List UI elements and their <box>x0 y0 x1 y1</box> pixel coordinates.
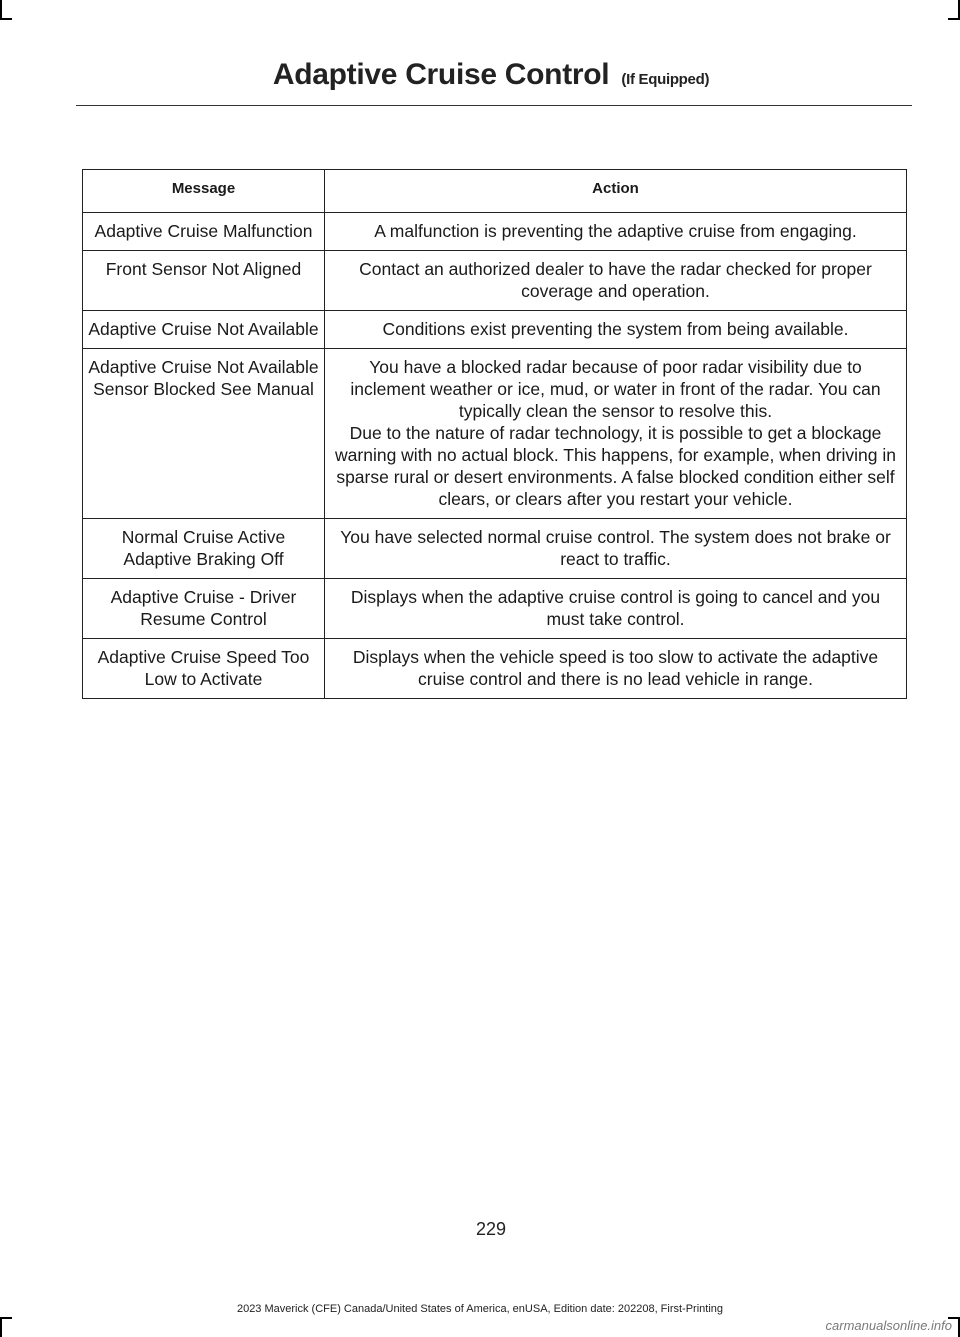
action-paragraph: A malfunction is preventing the adaptive cruise from engaging. <box>374 221 857 241</box>
table-row <box>83 579 907 639</box>
table-row <box>83 251 907 311</box>
message-cell: Adaptive Cruise Speed Too Low to Activate <box>83 639 325 699</box>
message-cell: Adaptive Cruise Not Available <box>83 311 325 349</box>
column-header-message: Message <box>83 170 325 213</box>
action-cell <box>325 251 907 311</box>
message-cell: Adaptive Cruise Not Available Sensor Blocked See Manual <box>83 349 325 519</box>
action-cell <box>325 519 907 579</box>
message-cell: Adaptive Cruise Malfunction <box>83 213 325 251</box>
action-paragraph: You have a blocked radar because of poor radar visibility due to inclement weather or ice, mud, or water in front of the radar. You can typically clean the sensor to resolve this. <box>350 357 881 421</box>
message-cell: Front Sensor Not Aligned <box>83 251 325 311</box>
action-paragraph: You have selected normal cruise control. The system does not brake or react to traffic. <box>340 527 891 569</box>
action-paragraph: Due to the nature of radar technology, it is possible to get a blockage warning with no actual block. This happens, for example, when driving in sparse rural or desert environments. A false blocked condition either self clears, or clears after you restart your vehicle. <box>335 423 896 509</box>
action-paragraph: Contact an authorized dealer to have the radar checked for proper coverage and operation. <box>359 259 872 301</box>
table-row <box>83 639 907 699</box>
crop-mark <box>0 0 2 18</box>
action-cell <box>325 639 907 699</box>
action-paragraph: Displays when the adaptive cruise control is going to cancel and you must take control. <box>350 587 881 629</box>
table-row <box>83 213 907 251</box>
page-title-text: Adaptive Cruise Control <box>272 58 610 91</box>
action-cell <box>325 311 907 349</box>
edition-footer: 2023 Maverick (CFE) Canada/United States of America, enUSA, Edition date: 202208, First-Printing <box>236 1303 724 1315</box>
table-header-row <box>83 170 907 213</box>
column-header-action: Action <box>325 170 907 213</box>
action-cell <box>325 213 907 251</box>
action-cell <box>325 579 907 639</box>
watermark: carmanualsonline.info <box>825 1318 952 1333</box>
page-title-suffix: (If Equipped) <box>621 71 710 88</box>
table-row <box>83 349 907 519</box>
message-cell: Normal Cruise Active Adaptive Braking Off <box>83 519 325 579</box>
page-title <box>0 58 960 92</box>
crop-mark <box>0 18 12 20</box>
message-cell: Adaptive Cruise - Driver Resume Control <box>83 579 325 639</box>
action-paragraph: Conditions exist preventing the system from being available. <box>382 319 849 339</box>
crop-mark <box>948 18 960 20</box>
page-number: 229 <box>475 1219 507 1239</box>
header-divider <box>76 105 912 106</box>
crop-mark <box>0 1319 2 1337</box>
action-cell <box>325 349 907 519</box>
table-row <box>83 311 907 349</box>
table-row <box>83 519 907 579</box>
action-paragraph: Displays when the vehicle speed is too slow to activate the adaptive cruise control and there is no lead vehicle in range. <box>352 647 879 689</box>
message-table <box>82 169 907 699</box>
